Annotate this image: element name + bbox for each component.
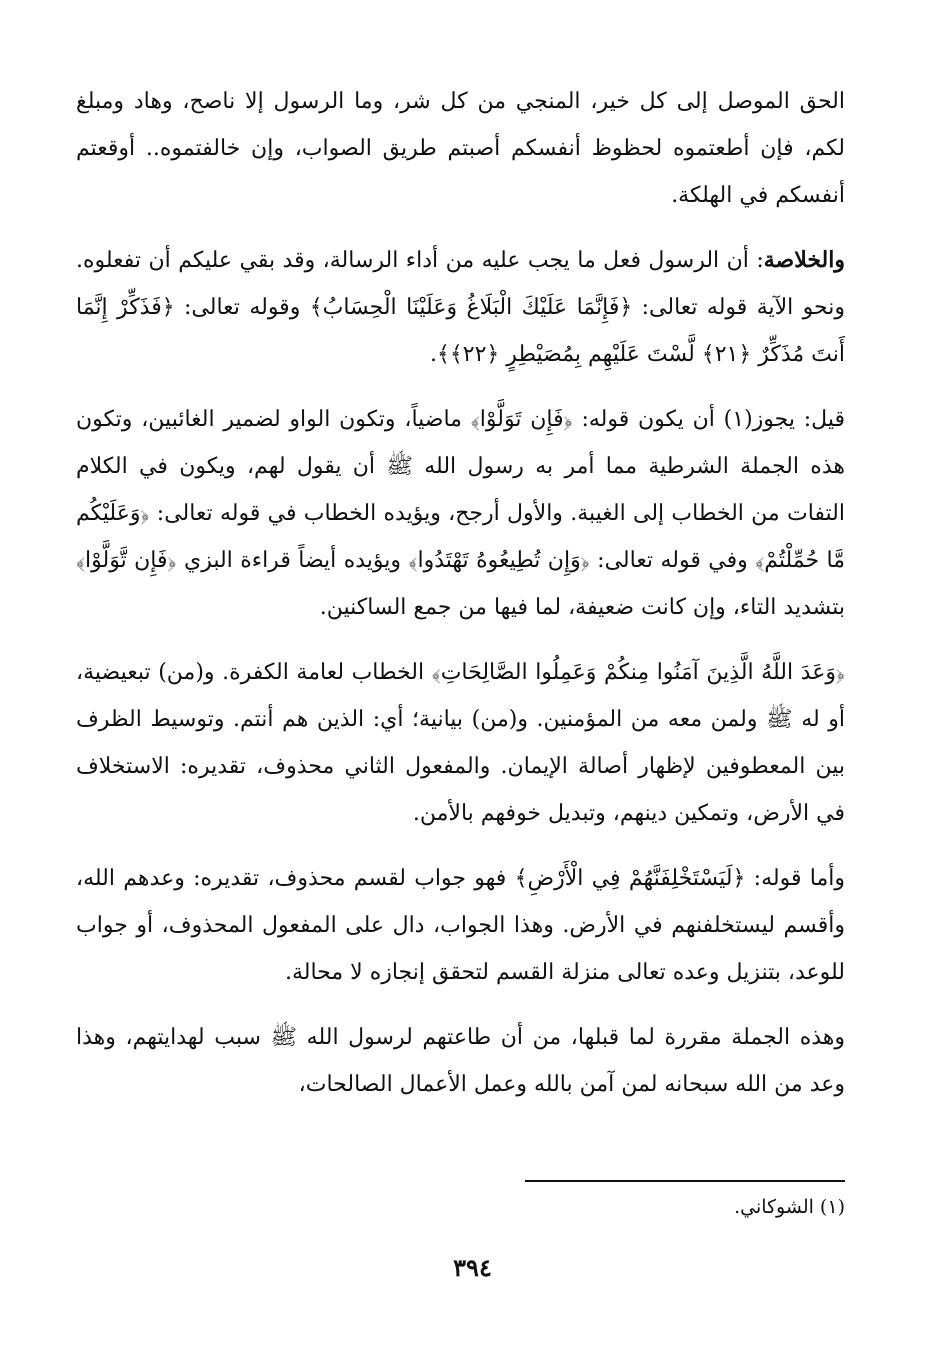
paragraph-5-text: وأما قوله: ﴿لَيَسْتَخْلِفَنَّهُمْ فِي الْأَرْضِ﴾ فهو جواب لقسم محذوف، تقديره: وعدهم الله، وأقسم ليستخلفنهم في الأرض. وهذا الجواب، دال على المفعول المحذوف، أو جواب للوعد، بتنزيل وعده تعالى منزلة القسم لتحقق إنجازه لا محالة. [76, 866, 845, 985]
paragraph-3-text: قيل: يجوز(١) أن يكون قوله: ﴿فَإِن تَوَلَّوْا﴾ ماضياً، وتكون الواو لضمير الغائبين، وتكون هذه الجملة الشرطية مما أمر به رسول الله ﷺ أن يقول لهم، ويكون في الكلام التفات من الخطاب إلى الغيبة. والأول أرجح، ويؤيده الخطاب في قوله تعالى: ﴿وَعَلَيْكُم مَّا حُمِّلْتُمْ﴾ وفي قوله تعالى: ﴿وَإِن تُطِيعُوهُ تَهْتَدُوا﴾ ويؤيده أيضاً قراءة البزي ﴿فَإِن تَّوَلَّوْا﴾ بتشديد التاء، وإن كانت ضعيفة، لما فيها من جمع الساكنين. [76, 407, 845, 620]
paragraph-3 [76, 396, 845, 631]
paragraph-1 [76, 78, 845, 219]
paragraph-1-text: الحق الموصل إلى كل خير، المنجي من كل شر، وما الرسول إلا ناصح، وهاد ومبلغ لكم، فإن أطعتموه لحظوظ أنفسكم أصبتم طريق الصواب، وإن خالفتموه.. أوقعتم أنفسكم في الهلكة. [76, 89, 845, 208]
body-text [76, 78, 845, 1126]
paragraph-6-text: وهذه الجملة مقررة لما قبلها، من أن طاعتهم لرسول الله ﷺ سبب لهدايتهم، وهذا وعد من الله سبحانه لمن آمن بالله وعمل الأعمال الصالحات، [76, 1025, 845, 1097]
paragraph-6 [76, 1014, 845, 1108]
paragraph-4 [76, 649, 845, 837]
footnote-divider [525, 1180, 845, 1182]
page-number: ٣٩٤ [453, 1253, 492, 1282]
paragraph-2-lead: والخلاصة [763, 247, 845, 273]
footnote: (١) الشوكاني. [734, 1196, 845, 1218]
paragraph-5 [76, 855, 845, 996]
paragraph-2 [76, 237, 845, 378]
paragraph-4-text: ﴿وَعَدَ اللَّهُ الَّذِينَ آمَنُوا مِنكُمْ وَعَمِلُوا الصَّالِحَاتِ﴾ الخطاب لعامة الكفرة. و(من) تبعيضية، أو له ﷺ ولمن معه من المؤمنين. و(من) بيانية؛ أي: الذين هم أنتم. وتوسيط الظرف بين المعطوفين لإظهار أصالة الإيمان. والمفعول الثاني محذوف، تقديره: الاستخلاف في الأرض، وتمكين دينهم، وتبديل خوفهم بالأمن. [76, 660, 845, 826]
paragraph-2-text: : أن الرسول فعل ما يجب عليه من أداء الرسالة، وقد بقي عليكم أن تفعلوه. ونحو الآية قوله تعالى: ﴿فَإِنَّمَا عَلَيْكَ الْبَلَاغُ وَعَلَيْنَا الْحِسَابُ﴾ وقوله تعالى: ﴿فَذَكِّرْ إِنَّمَا أَنتَ مُذَكِّرٌ ﴿٢١﴾ لَّسْتَ عَلَيْهِم بِمُصَيْطِرٍ ﴿٢٢﴾﴾. [76, 248, 845, 367]
